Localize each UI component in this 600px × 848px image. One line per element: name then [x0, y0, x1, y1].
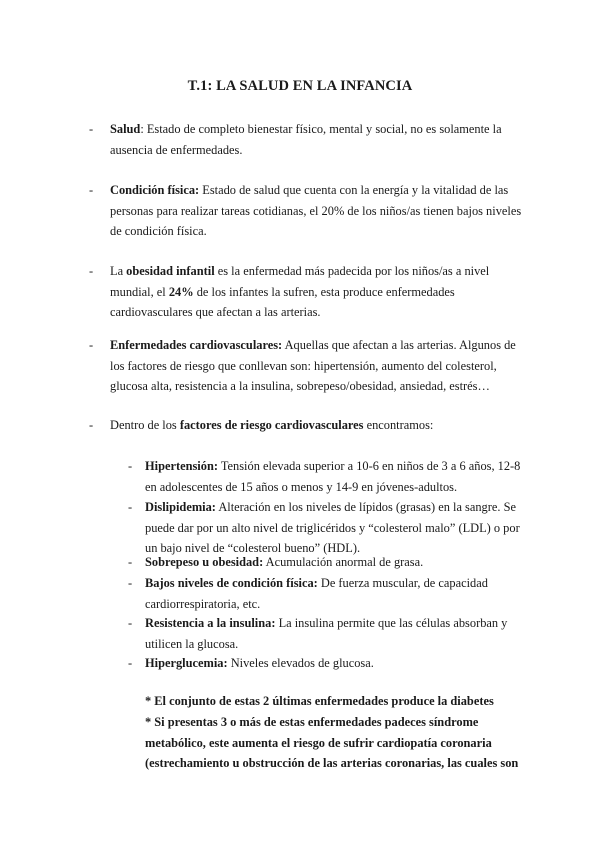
bullet-salud-text	[110, 119, 529, 160]
subitem-term: Resistencia a la insulina:	[145, 616, 276, 630]
subitem-definition: De fuerza muscular, de capacidad cardiorrespiratoria, etc.	[145, 576, 488, 611]
obesidad-percentage: 24%	[168, 284, 194, 299]
subitem-dash: -	[128, 555, 133, 569]
subitem-text	[145, 497, 528, 559]
obesidad-mid: es la enfermedad más padecida por los niños/as a nivel mundial, el	[110, 264, 490, 299]
subitem-hiperglucemia	[128, 653, 528, 674]
subitem-term: Dislipidemia:	[145, 500, 216, 514]
page-title: T.1: LA SALUD EN LA INFANCIA	[187, 78, 413, 94]
subitem-definition: Niveles elevados de glucosa.	[227, 656, 374, 670]
bullet-dash: -	[89, 264, 94, 278]
term-enfermedades-cardiovasculares: Enfermedades cardiovasculares:	[110, 338, 283, 352]
subitem-dash: -	[128, 616, 133, 630]
subitem-term: Bajos niveles de condición física:	[145, 576, 318, 590]
bullet-dash: -	[89, 122, 94, 136]
subitem-hipertension	[128, 456, 528, 497]
subitem-definition: Tensión elevada superior a 10-6 en niños de 3 a 6 años, 12-8 en adolescentes de 15 años o menos y 14-9 en jóvenes-adultos.	[145, 459, 521, 494]
factores-pre: Dentro de los	[110, 418, 180, 432]
definition-condicion-fisica: Estado de salud que cuenta con la energía y la vitalidad de las personas para realizar tareas cotidianas, el 20% de los niños/as tienen bajos niveles de condición física.	[110, 183, 522, 239]
subitem-dash: -	[128, 500, 133, 514]
term-factores-riesgo: factores de riesgo cardiovasculares	[179, 418, 364, 432]
subitem-condicion-fisica	[128, 573, 528, 614]
subitem-text	[145, 613, 528, 654]
subitem-text	[145, 456, 528, 497]
subitem-term: Sobrepeso u obesidad:	[145, 555, 264, 569]
note-diabetes: * El conjunto de estas 2 últimas enfermedades produce la diabetes	[145, 694, 494, 708]
subitem-text	[145, 552, 528, 573]
definition-enfermedades: Aquellas que afectan a las arterias. Algunos de los factores de riesgo que conllevan son: hipertensión, aumento del colesterol, glucosa alta, resistencia a la insulina, sobrepeso/obesidad, ansiedad, estrés…	[110, 338, 516, 394]
subitem-sobrepeso	[128, 552, 528, 573]
bullet-obesidad-text	[110, 261, 529, 323]
subitem-definition: Acumulación anormal de grasa.	[263, 555, 424, 569]
bullet-factores-riesgo	[89, 415, 529, 436]
subitem-text	[145, 573, 528, 614]
subitem-definition: La insulina permite que las células absorban y utilicen la glucosa.	[145, 616, 508, 651]
term-condicion-fisica: Condición física:	[110, 183, 200, 197]
obesidad-pre: La	[110, 264, 127, 278]
bullet-condicion-fisica	[89, 180, 529, 242]
subitem-resistencia-insulina	[128, 613, 528, 654]
bullet-condicion-text	[110, 180, 529, 242]
subitem-definition: Alteración en los niveles de lípidos (grasas) en la sangre. Se puede dar por un alto nivel de triglicéridos y “colesterol malo” (LDL) o por un bajo nivel de “colesterol bueno” (HDL).	[145, 500, 520, 556]
term-obesidad-infantil: obesidad infantil	[126, 264, 215, 278]
definition-salud: : Estado de completo bienestar físico, mental y social, no es solamente la ausencia de enfermedades.	[110, 122, 502, 157]
subitem-dislipidemia	[128, 497, 528, 559]
subitem-term: Hipertensión:	[145, 459, 218, 473]
bullet-enfermedades-text	[110, 335, 529, 397]
note-sindrome-metabolico: * Si presentas 3 o más de estas enfermedades padeces síndrome metabólico, este aumenta el riesgo de sufrir cardiopatía coronaria (estrechamiento u obstrucción de las arterias coronarias, las cuales son	[145, 715, 519, 771]
bullet-factores-text	[110, 415, 529, 436]
bullet-enfermedades-cardiovasculares	[89, 335, 529, 397]
bullet-dash: -	[89, 183, 94, 197]
term-salud: Salud	[110, 122, 141, 136]
subitem-dash: -	[128, 459, 133, 473]
subitem-dash: -	[128, 576, 133, 590]
bullet-dash: -	[89, 338, 94, 352]
factores-post: encontramos:	[363, 418, 434, 432]
subitem-text	[145, 653, 528, 674]
subitem-term: Hiperglucemia:	[145, 656, 228, 670]
bullet-obesidad	[89, 261, 529, 323]
bullet-dash: -	[89, 418, 94, 432]
obesidad-post: de los infantes la sufren, esta produce enfermedades cardiovasculares que afectan a las arterias.	[110, 284, 455, 320]
subitem-dash: -	[128, 656, 133, 670]
bullet-salud	[89, 119, 529, 160]
